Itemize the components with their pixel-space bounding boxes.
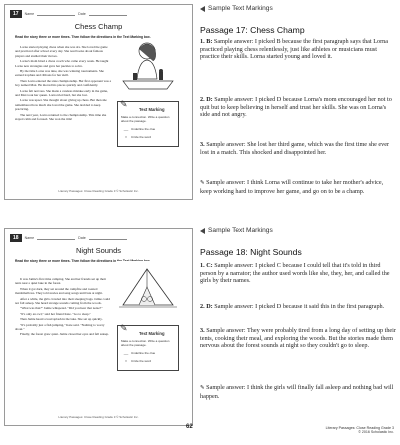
underline-icon: __: [123, 126, 129, 131]
answer-text: Sample answer: I picked D because Lorna's mom encouraged her not to quit but to keep believing in herself and trust her skills. She was on Lorna's side and not angry.: [200, 96, 392, 119]
date-line: [89, 236, 127, 240]
story-paragraph: "It's only an owl," said her friend Kate. "Go to sleep.": [20, 311, 91, 316]
answer-text: Sample answer: She lost her third game, which was the first time she ever lost in a match. This shocked and disappointed her.: [200, 141, 390, 156]
text-marking-box: [117, 325, 179, 371]
answer-item: [200, 262, 396, 285]
worksheet-number: 18: [10, 234, 22, 242]
story-paragraph: Then Jamie heard a loud splash in the lake. She sat up quickly.: [20, 317, 103, 322]
name-line: [37, 12, 75, 16]
answer-letter: D:: [206, 303, 213, 310]
sample-text-markings-label: [200, 5, 273, 12]
date-label: Date: [78, 236, 86, 240]
name-label: Name: [24, 236, 35, 240]
pencil-icon: ✎: [120, 323, 128, 333]
circle-icon: ○: [124, 134, 128, 139]
credit-line-title: Literary Passages: Close Reading Grade 3: [325, 426, 394, 430]
answer-item: [200, 384, 396, 400]
story-paragraph: After a while, the girls crawled into their sleeping bags. Jamie could not fall asleep. She heard strange sounds coming from the woods.: [15, 296, 110, 306]
answer-item: [200, 327, 396, 350]
worksheet-number: 17: [10, 10, 22, 18]
answer-number: 3.: [200, 327, 205, 334]
marking-row: [121, 126, 175, 131]
answer-letter: D:: [206, 96, 213, 103]
date-label: Date: [78, 12, 86, 16]
text-marking-instructions: Make a connection. Write a question about the passage.: [121, 339, 170, 347]
answer-item: [200, 96, 396, 119]
text-marking-title: Text Marking: [139, 107, 165, 112]
story-paragraph: By the time Lorna was nine, she was winning tournaments. She earned trophies and ribbons for her skill.: [15, 69, 104, 78]
answer-letter: C:: [206, 262, 213, 269]
worksheet-directions: Read the story three or more times. Then follow the directions in the Text Marking box.: [15, 35, 151, 39]
text-marking-box: [117, 101, 179, 147]
page-number: 62: [186, 424, 193, 430]
text-marking-instructions: Make a connection. Write a question about the passage.: [121, 115, 170, 123]
story-paragraph: "It's probably just a fish jumping," Kate said. "Nothing to worry about.": [15, 322, 105, 332]
story-paragraph: "What was that?" Jamie whispered. "Did you hear that noise?": [20, 306, 103, 311]
text-marking-title: Text Marking: [139, 331, 165, 336]
answer-item: [200, 179, 396, 195]
left-triangle-icon: [200, 228, 205, 234]
marking-row: [121, 134, 175, 139]
answer-letter: B:: [206, 38, 213, 45]
answer-item: [200, 303, 396, 311]
answer-text: Sample answer: I picked C because I could tell that it's told in third person by a narrator; the author used words like she, they, her, and called the girls by their names.: [200, 262, 390, 285]
story-paragraph: Lorna was upset. She thought about giving up chess. But then she remembered how much she loved the game. She decided to keep practicing.: [15, 98, 107, 112]
answer-text: Sample answer: They were probably tired from a long day of setting up their tents, cooking their meal, and exploring the woods. But the stories made them nervous about the forest sounds at night so they couldn't go to sleep.: [200, 327, 396, 350]
pencil-check-icon: ✎: [200, 385, 205, 391]
marking-row-label: Underline the clue: [131, 350, 156, 355]
answer-text: Sample answer: I picked B because the first paragraph says that Lorna practiced playing chess relentlessly, just like athletes or musicians must practice their skills. Lorna started young and loved it.: [200, 38, 388, 61]
story-paragraph: Then Lorna entered the state championship. Her first opponent was a boy named Max. He moved his pieces quickly and confidently.: [15, 78, 112, 88]
panel-label-text: Sample Text Markings: [208, 227, 273, 234]
worksheet-title: Night Sounds: [75, 246, 122, 255]
answer-text: Sample answer: I picked D because it said this in the first paragraph.: [214, 303, 385, 310]
marking-row-label: Underline the clue: [131, 126, 156, 131]
worksheet-footer: Literary Passages: Close Reading Grade 3 © Scholastic Inc.: [58, 415, 139, 419]
story-paragraph: Lorna started playing chess when she was six. She loved the game and practiced after school every day. She read books about famous players and studied their moves.: [15, 45, 108, 58]
marking-row: [121, 350, 175, 355]
answer-number: 2.: [200, 96, 205, 103]
passage-title: Passage 18: Night Sounds: [200, 247, 302, 257]
answer-item: [200, 38, 396, 61]
worksheet-title: Chess Champ: [74, 22, 123, 31]
circle-icon: ○: [124, 358, 128, 363]
credit-line: [326, 426, 394, 435]
worksheet-header: [10, 233, 187, 243]
worksheet-story: [15, 45, 113, 123]
story-paragraph: It was Jamie's first time camping. She and her friends set up their tents near a quiet lake in the forest.: [15, 277, 107, 286]
story-paragraph: Lorna felt nervous. She made a careless mistake early in the game, and Max took her queen. Lorna tried hard, but she lost.: [15, 88, 108, 98]
panel-label-text: Sample Text Markings: [208, 5, 273, 12]
marking-row: [121, 358, 175, 363]
marking-row-label: Circle the word: [131, 134, 152, 139]
pencil-check-icon: ✎: [200, 180, 205, 186]
left-triangle-icon: [200, 6, 205, 12]
name-line: [37, 236, 75, 240]
answer-number: 2.: [200, 303, 205, 310]
worksheet-thumbnail-18: [4, 228, 193, 426]
credit-line-copyright: © 2016 Scholastic Inc.: [358, 430, 394, 435]
story-paragraph: Finally, the forest grew quiet. Jamie closed her eyes and fell asleep.: [20, 332, 109, 337]
underline-icon: __: [123, 350, 129, 355]
worksheet-story: [15, 277, 113, 338]
name-label: Name: [24, 12, 35, 16]
tent-illustration: [117, 261, 179, 313]
story-paragraph: Lorna's mom hired a chess coach who came every week. He taught Lorna new strategies and gave her puzzles to solve.: [15, 59, 109, 68]
answer-text: Sample answer: I think the girls will finally fall asleep and nothing bad will happen.: [200, 384, 394, 400]
answer-text: Sample answer: I think Lorna will continue to take her mother's advice, keep working hard to improve her game, and go on to be a champ.: [200, 179, 384, 195]
story-paragraph: When it got dark, they sat around the campfire and roasted marshmallows. They told stories and sang songs until late at night.: [15, 286, 103, 296]
sample-text-markings-label: [200, 227, 273, 234]
passage-title: Passage 17: Chess Champ: [200, 25, 305, 35]
answer-number: 3.: [200, 141, 205, 148]
date-line: [89, 12, 127, 16]
worksheet-header: [10, 9, 187, 19]
pencil-icon: ✎: [120, 99, 128, 109]
worksheet-directions: Read the story three or more times. Then follow the directions in the Text Marking box.: [15, 259, 151, 263]
marking-row-label: Circle the word: [131, 358, 152, 363]
answer-number: 1.: [200, 38, 205, 45]
worksheet-footer: Literary Passages: Close Reading Grade 3 © Scholastic Inc.: [58, 189, 139, 193]
worksheet-thumbnail-17: [4, 4, 193, 200]
story-paragraph: The next year, Lorna returned to the championship. This time she stayed calm and focused. She won the title!: [15, 112, 107, 122]
answer-item: [200, 141, 396, 156]
chess-girl-illustration: [117, 39, 179, 91]
answer-number: 1.: [200, 262, 205, 269]
